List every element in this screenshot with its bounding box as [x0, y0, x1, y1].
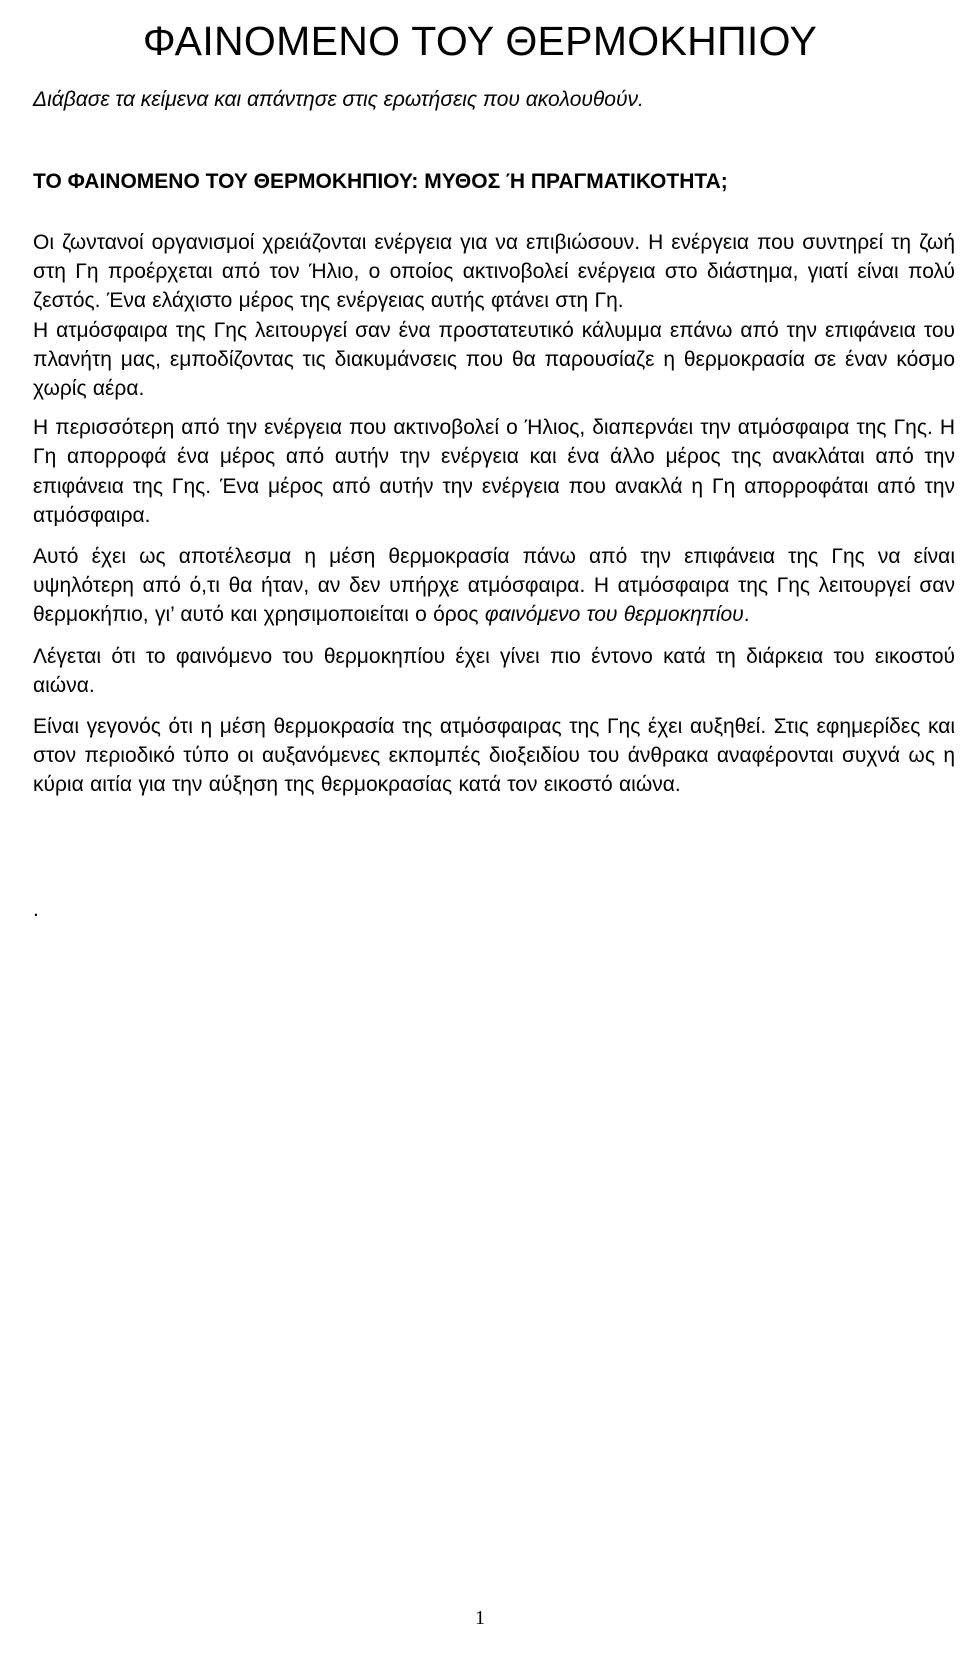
paragraph-2: Η ατμόσφαιρα της Γης λειτουργεί σαν ένα προστατευτικό κάλυμμα επάνω από την επιφάνεια του πλανήτη μας, εμποδίζοντας τις διακυμάνσεις που θα παρουσίαζε η θερμοκρασία σε έναν κόσμο χωρίς αέρα. [33, 318, 955, 401]
section-heading: ΤΟ ΦΑΙΝΟΜΕΝΟ ΤΟΥ ΘΕΡΜΟΚΗΠΙΟΥ: ΜΥΘΟΣ Ή ΠΡΑΓΜΑΤΙΚΟΤΗΤΑ; [33, 170, 728, 193]
document-title: ΦΑΙΝΟΜΕΝΟ ΤΟΥ ΘΕΡΜΟΚΗΠΙΟΥ [142, 18, 818, 64]
paragraph-3: Η περισσότερη από την ενέργεια που ακτινοβολεί ο Ήλιος, διαπερνάει την ατμόσφαιρα της Γης. Η Γη απορροφά ένα μέρος από αυτήν την ενέργεια και ένα άλλο μέρος της ανακλάται από την επιφάνεια της Γης. Ένα μέρος από αυτήν την ενέργεια που ανακλά η Γη απορροφάται από την ατμόσφαιρα. [33, 416, 955, 527]
paragraph-1: Οι ζωντανοί οργανισμοί χρειάζονται ενέργεια για να επιβιώσουν. Η ενέργεια που συντηρεί τη ζωή στη Γη προέρχεται από τον Ήλιο, ο οποίος ακτινοβολεί ενέργεια στο διάστημα, γιατί είναι πολύ ζεστός. Ένα ελάχιστο μέρος της ενέργειας αυτής φτάνει στη Γη. [33, 231, 955, 313]
paragraph-4-end: . [743, 603, 750, 627]
paragraph-6: Είναι γεγονός ότι η μέση θερμοκρασία της ατμόσφαιρας της Γης έχει αυξηθεί. Στις εφημερίδες και στον περιοδικό τύπο οι αυξανόμενες εκπομπές διοξειδίου του άνθρακα αναφέρονται συχνά ως η κύρια αιτία για την αύξηση της θερμοκρασίας κατά τον εικοστό αιώνα. [33, 715, 955, 797]
instruction-text: Διάβασε τα κείμενα και απάντησε στις ερωτήσεις που ακολουθούν. [33, 88, 644, 111]
paragraph-5: Λέγεται ότι το φαινόμενο του θερμοκηπίου έχει γίνει πιο έντονο κατά τη διάρκεια του εικοστού αιώνα. [33, 644, 955, 697]
paragraph-4 [33, 542, 955, 630]
trailing-mark: . [33, 898, 39, 921]
page-number: 1 [475, 1607, 485, 1629]
document-body [33, 228, 955, 812]
paragraph-4-text: Αυτό έχει ως αποτέλεσμα η μέση θερμοκρασία πάνω από την επιφάνεια της Γης να είναι υψηλότερη από ό,τι θα ήταν, αν δεν υπήρχε ατμόσφαιρα. Η ατμόσφαιρα της Γης λειτουργεί σαν θερμοκήπιο, γι’ αυτό και χρησιμοποιείται ο όρος [33, 545, 955, 627]
greenhouse-effect-term: φαινόμενο του θερμοκηπίου [484, 603, 744, 627]
